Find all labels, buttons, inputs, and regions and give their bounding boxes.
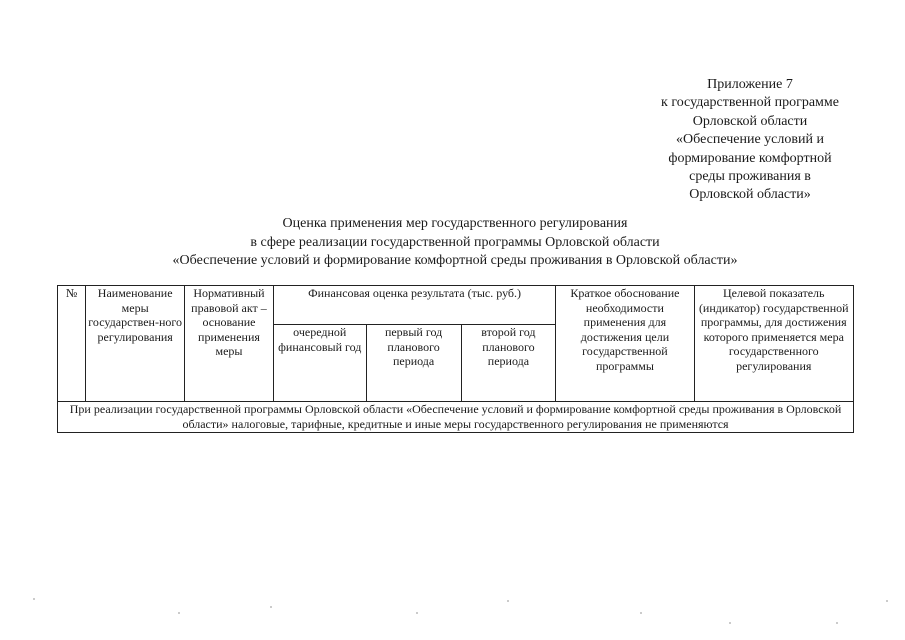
scan-speck xyxy=(729,622,731,624)
table-note: При реализации государственной программы Орловской области «Обеспечение условий и формирование комфортной среды проживания в Орловской области» налоговые, тарифные, кредитные и иные меры государственного регулирования не применяются xyxy=(58,402,854,433)
table-header-row xyxy=(58,286,854,325)
table-note-row xyxy=(58,402,854,433)
scan-speck xyxy=(507,600,509,602)
scan-speck xyxy=(640,612,642,614)
header-justification: Краткое обоснование необходимости применения для достижения цели государственной программы xyxy=(556,286,694,402)
subheader-first-plan-year: первый год планового периода xyxy=(366,325,461,402)
scan-speck xyxy=(270,606,272,608)
appendix-line: Орловской области xyxy=(692,113,808,129)
header-target-indicator: Целевой показатель (индикатор) государственной программы, для достижения которого применяется мера государственного регулирования xyxy=(694,286,853,402)
header-financial-assessment: Финансовая оценка результата (тыс. руб.) xyxy=(273,286,555,325)
regulation-table xyxy=(57,285,854,433)
appendix-line: Приложение 7 xyxy=(707,77,793,92)
header-legal-act: Нормативный правовой акт – основание применения меры xyxy=(185,286,274,402)
appendix-line: формирование комфортной xyxy=(668,150,832,166)
appendix-line: к государственной программе xyxy=(661,95,839,111)
subheader-current-year: очередной финансовый год xyxy=(273,325,366,402)
title-line: Оценка применения мер государственного регулирования xyxy=(282,216,628,231)
appendix-line: среды проживания в xyxy=(689,169,811,185)
header-num: № xyxy=(58,286,86,402)
appendix-line: Орловской области» xyxy=(689,187,811,203)
scan-speck xyxy=(33,598,35,600)
scan-speck xyxy=(886,600,888,602)
document-title xyxy=(60,215,850,271)
appendix-line: «Обеспечение условий и xyxy=(676,132,824,148)
scan-speck xyxy=(416,612,418,614)
scan-speck xyxy=(178,612,180,614)
title-line: «Обеспечение условий и формирование комфортной среды проживания в Орловской области» xyxy=(172,253,738,268)
header-measure-name: Наименование меры государствен-ного регулирования xyxy=(86,286,185,402)
subheader-second-plan-year: второй год планового периода xyxy=(461,325,556,402)
title-line: в сфере реализации государственной программы Орловской области xyxy=(250,234,660,250)
appendix-block xyxy=(620,76,880,205)
scan-speck xyxy=(836,622,838,624)
